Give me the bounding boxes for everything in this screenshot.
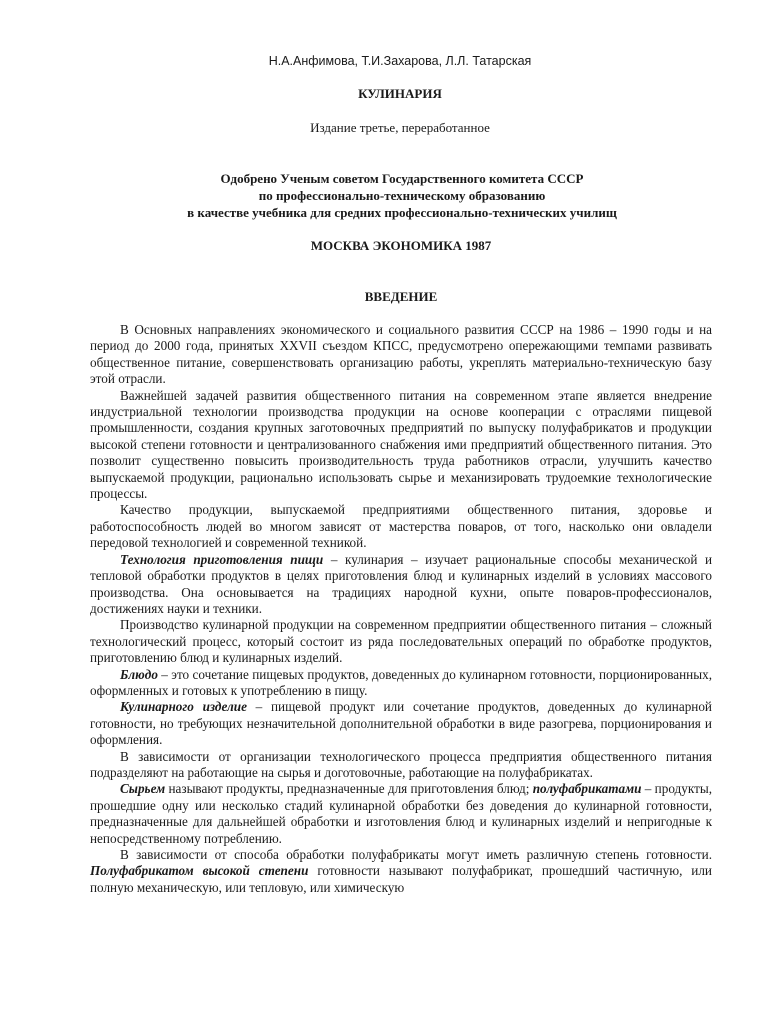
term-culinary-product: Кулинарного изделие [120, 699, 247, 715]
approval-line-3: в качестве учебника для средних профессионально-технических училищ [187, 205, 617, 220]
authors-line: Н.А.Анфимова, Т.И.Захарова, Л.Л. Татарская [268, 54, 532, 68]
approval-line-2: по профессионально-техническому образованию [258, 188, 546, 203]
paragraph-9-mid: называют продукты, предназначенные для приготовления блюд; [165, 781, 533, 797]
section-title: ВВЕДЕНИЕ [364, 289, 438, 304]
paragraph-4 [90, 552, 712, 618]
paragraph-7 [90, 699, 712, 748]
paragraph-2: Важнейшей задачей развития общественного питания на современном этапе является внедрение индустриальной технологии производства продукции на основе кооперации с отраслями пищевой промышленности, создания крупных заготовочных предприятий по выпуску полуфабрикатов и продукции высокой степени готовности и централизованного снабжения ими предприятий общественного питания. Это позволит существенно повысить производительность труда работников отрасли, улучшить качество выпускаемой продукции, рационально использовать сырье и механизировать трудоемкие технологические процессы. [90, 387, 712, 502]
term-technology: Технология приготовления пищи [120, 551, 324, 567]
paragraph-5: Производство кулинарной продукции на современном предприятии общественного питания – сложный технологический процесс, который состоит из ряда последовательных операций по обработке продуктов, приготовлению блюд и кулинарных изделий. [90, 617, 712, 666]
paragraph-10-text: готовности называют полуфабрикат, прошедший частичную, или полную механическую, или тепловую, или химическую [90, 863, 712, 895]
paragraph-6-text: – это сочетание пищевых продуктов, доведенных до кулинарном готовности, порционированных, оформленных и готовых к употреблению в пищу. [90, 666, 712, 698]
paragraph-1: В Основных направлениях экономического и социального развития СССР на 1986 – 1990 годы и на период до 2000 года, принятых XXVII съездом КПСС, предусмотрено опережающими темпами развивать общественное питание, совершенствовать организацию работы, укреплять материально-техническую базу этой отрасли. [90, 322, 712, 387]
paragraph-8: В зависимости от организации технологического процесса предприятия общественного питания подразделяют на работающие на сырья и доготовочные, работающие на полуфабрикатах. [90, 748, 712, 780]
term-semi-finished: полуфабрикатами [532, 781, 642, 797]
term-dish: Блюдо [120, 666, 158, 682]
paragraph-7-text: – пищевой продукт или сочетание продуктов, доведенных до кулинарной готовности, но требующих незначительной дополнительной обработки в виде разогрева, порционирования и оформления. [90, 699, 712, 748]
edition-line: Издание третье, переработанное [310, 120, 490, 135]
paragraph-6 [90, 667, 712, 700]
book-title: КУЛИНАРИЯ [358, 86, 442, 101]
publisher-line: МОСКВА ЭКОНОМИКА 1987 [310, 238, 492, 253]
approval-block [0, 170, 768, 221]
body-text [90, 322, 712, 896]
term-high-readiness: Полуфабрикатом высокой степени [90, 863, 309, 879]
paragraph-9 [90, 781, 712, 847]
paragraph-9-text: – продукты, прошедшие одну или несколько стадий кулинарной обработки без доведения до кулинарной готовности, предназначенные для дальнейшей обработки и изготовления блюд и кулинарных изделий и непригодные к непосредственному потреблению. [90, 781, 713, 846]
term-raw-materials: Сырьем [120, 781, 166, 797]
paragraph-3: Качество продукции, выпускаемой предприятиями общественного питания, здоровье и работоспособность людей во многом зависят от мастерства поваров, от того, насколько они овладели передовой технологией и современной техникой. [90, 502, 712, 551]
approval-line-1: Одобрено Ученым советом Государственного комитета СССР [220, 171, 584, 186]
paragraph-10 [90, 847, 712, 896]
paragraph-10-start: В зависимости от способа обработки полуфабрикаты могут иметь различную степень готовности. [120, 847, 712, 862]
paragraph-4-text: – кулинария – изучает рациональные способы механической и тепловой обработки продуктов в целях приготовления блюд и кулинарных изделий в условиях массового производства. Она основывается на традициях народной кухни, опыте поваров-профессионалов, достижениях науки и техники. [90, 551, 712, 616]
